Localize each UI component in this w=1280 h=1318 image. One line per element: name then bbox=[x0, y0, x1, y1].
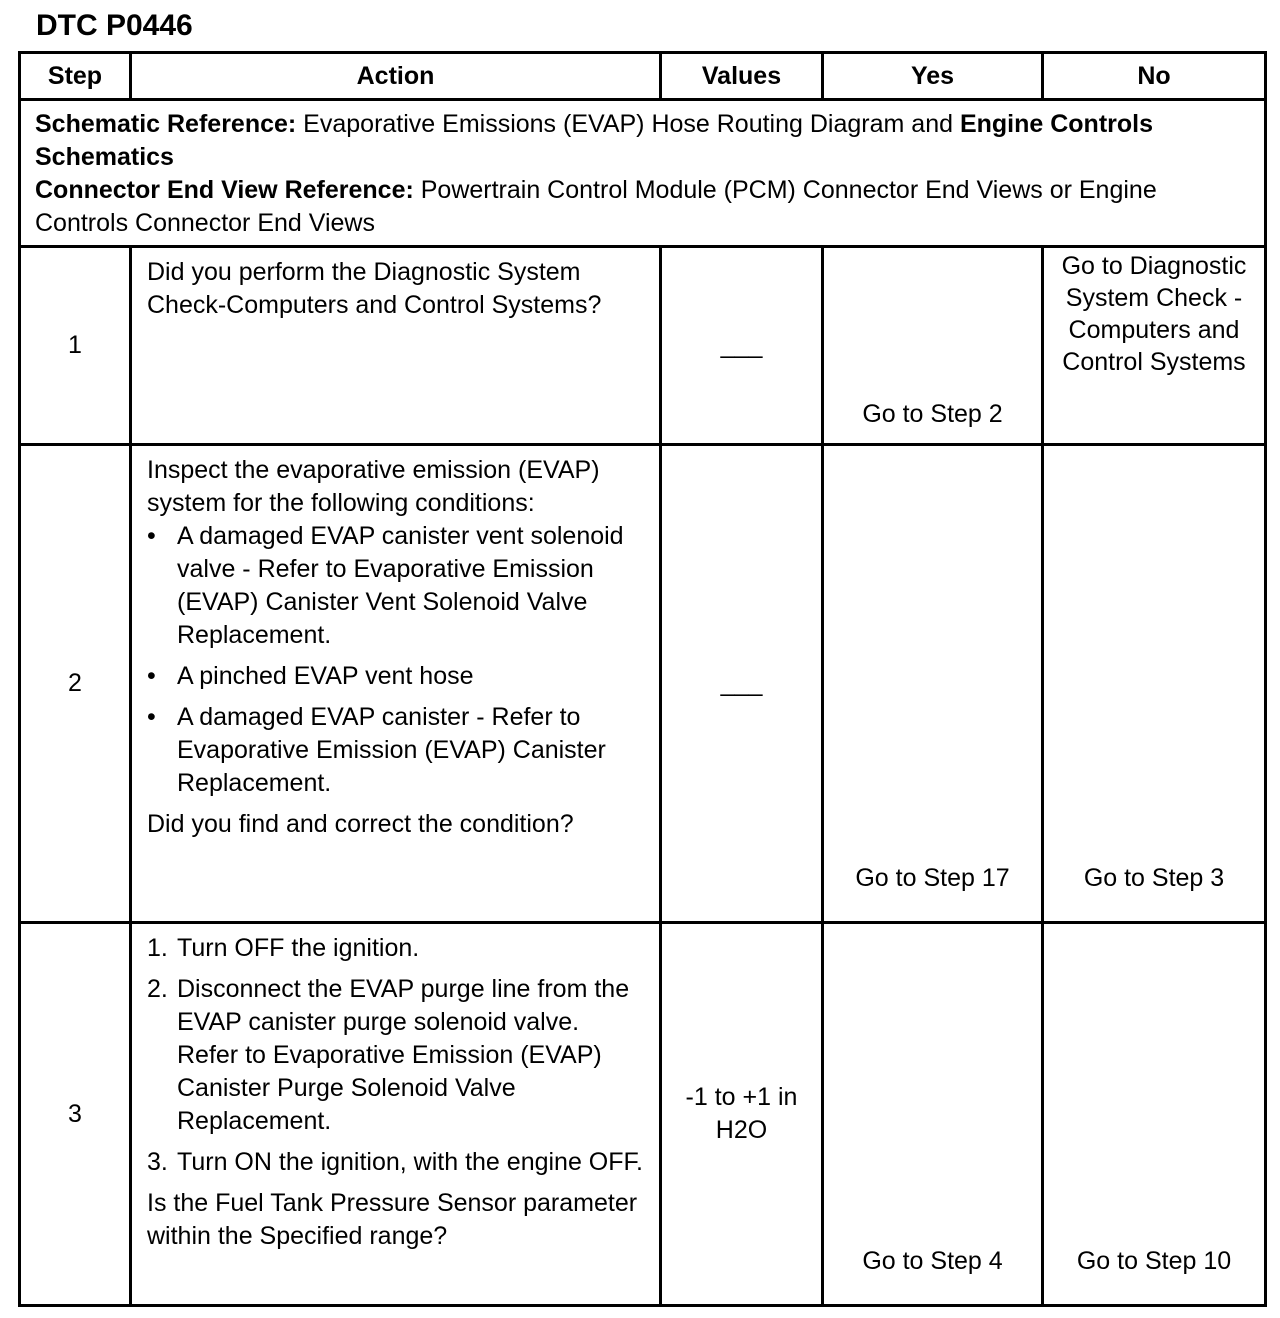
yes-cell bbox=[823, 247, 1043, 445]
list-item-text: Disconnect the EVAP purge line from the EVAP canister purge solenoid valve. Refer to Evaporative Emission (EVAP) Canister Purge Solenoid Valve Replacement. bbox=[177, 975, 630, 1135]
list-item-text: Turn OFF the ignition. bbox=[177, 934, 420, 962]
header-yes: Yes bbox=[823, 53, 1043, 100]
action-intro: Inspect the evaporative emission (EVAP) system for the following conditions: bbox=[147, 456, 600, 517]
action-question: Is the Fuel Tank Pressure Sensor parameter within the Specified range? bbox=[147, 1189, 638, 1250]
reference-row bbox=[20, 100, 1266, 247]
header-step: Step bbox=[20, 53, 131, 100]
no-cell bbox=[1043, 445, 1266, 923]
yes-text: Go to Step 2 bbox=[862, 400, 1003, 428]
values-cell bbox=[661, 247, 823, 445]
list-item-text: Turn ON the ignition, with the engine OFF. bbox=[177, 1148, 643, 1176]
condition-list bbox=[147, 520, 645, 800]
values-text: ___ bbox=[720, 669, 763, 697]
reference-cell bbox=[20, 100, 1266, 247]
values-cell bbox=[661, 445, 823, 923]
document-title: DTC P0446 bbox=[36, 9, 193, 42]
schematic-reference-text: Evaporative Emissions (EVAP) Hose Routing Diagram and bbox=[296, 110, 960, 138]
list-item-text: A damaged EVAP canister - Refer to Evaporative Emission (EVAP) Canister Replacement. bbox=[177, 703, 606, 797]
yes-cell bbox=[823, 445, 1043, 923]
step-index: 1. bbox=[147, 934, 168, 962]
schematic-reference-label: Schematic Reference: bbox=[35, 110, 297, 138]
values-text: ___ bbox=[720, 331, 763, 359]
list-item bbox=[147, 1146, 645, 1179]
schematic-reference bbox=[35, 108, 1250, 174]
list-item bbox=[147, 660, 645, 693]
action-cell bbox=[131, 923, 661, 1306]
table-row bbox=[20, 247, 1266, 445]
connector-reference-text: Powertrain Control Module (PCM) Connector End Views or Engine Controls Connector End Views bbox=[35, 176, 1157, 237]
header-values: Values bbox=[661, 53, 823, 100]
list-item-text: A pinched EVAP vent hose bbox=[177, 662, 474, 690]
bullet-glyph: • bbox=[147, 522, 156, 550]
header-action: Action bbox=[131, 53, 661, 100]
no-text: Go to Step 10 bbox=[1076, 1247, 1232, 1275]
connector-reference-label: Connector End View Reference: bbox=[35, 176, 414, 204]
action-cell bbox=[131, 247, 661, 445]
bullet-glyph: • bbox=[147, 703, 156, 731]
table-row bbox=[20, 923, 1266, 1306]
action-question: Did you find and correct the condition? bbox=[147, 810, 574, 838]
values-cell bbox=[661, 923, 823, 1306]
action-cell bbox=[131, 445, 661, 923]
list-item bbox=[147, 701, 645, 800]
no-cell bbox=[1043, 247, 1266, 445]
header-no: No bbox=[1043, 53, 1266, 100]
no-text: Go to Step 3 bbox=[1083, 864, 1225, 892]
yes-cell bbox=[823, 923, 1043, 1306]
step-number: 1 bbox=[20, 247, 131, 445]
header-row bbox=[20, 53, 1266, 100]
no-text: Go to Diagnostic System Check - Computers and Control Systems bbox=[1061, 252, 1247, 376]
action-text: Did you perform the Diagnostic System Check-Computers and Control Systems? bbox=[147, 258, 602, 319]
procedure-list bbox=[147, 932, 645, 1179]
step-number: 2 bbox=[20, 445, 131, 923]
values-text: -1 to +1 in H2O bbox=[685, 1083, 798, 1144]
step-index: 2. bbox=[147, 975, 168, 1003]
yes-text: Go to Step 17 bbox=[855, 864, 1010, 892]
table-row bbox=[20, 445, 1266, 923]
no-cell bbox=[1043, 923, 1266, 1306]
yes-text: Go to Step 4 bbox=[862, 1247, 1003, 1275]
diagnostic-table bbox=[18, 51, 1267, 1307]
schematic-reference-bold: Engine Controls Schematics bbox=[35, 110, 1154, 171]
step-index: 3. bbox=[147, 1148, 168, 1176]
list-item bbox=[147, 520, 645, 652]
list-item-text: A damaged EVAP canister vent solenoid valve - Refer to Evaporative Emission (EVAP) Canister Vent Solenoid Valve Replacement. bbox=[177, 522, 624, 649]
list-item bbox=[147, 973, 645, 1138]
list-item bbox=[147, 932, 645, 965]
step-number: 3 bbox=[20, 923, 131, 1306]
bullet-glyph: • bbox=[147, 662, 156, 690]
connector-reference bbox=[35, 174, 1250, 240]
